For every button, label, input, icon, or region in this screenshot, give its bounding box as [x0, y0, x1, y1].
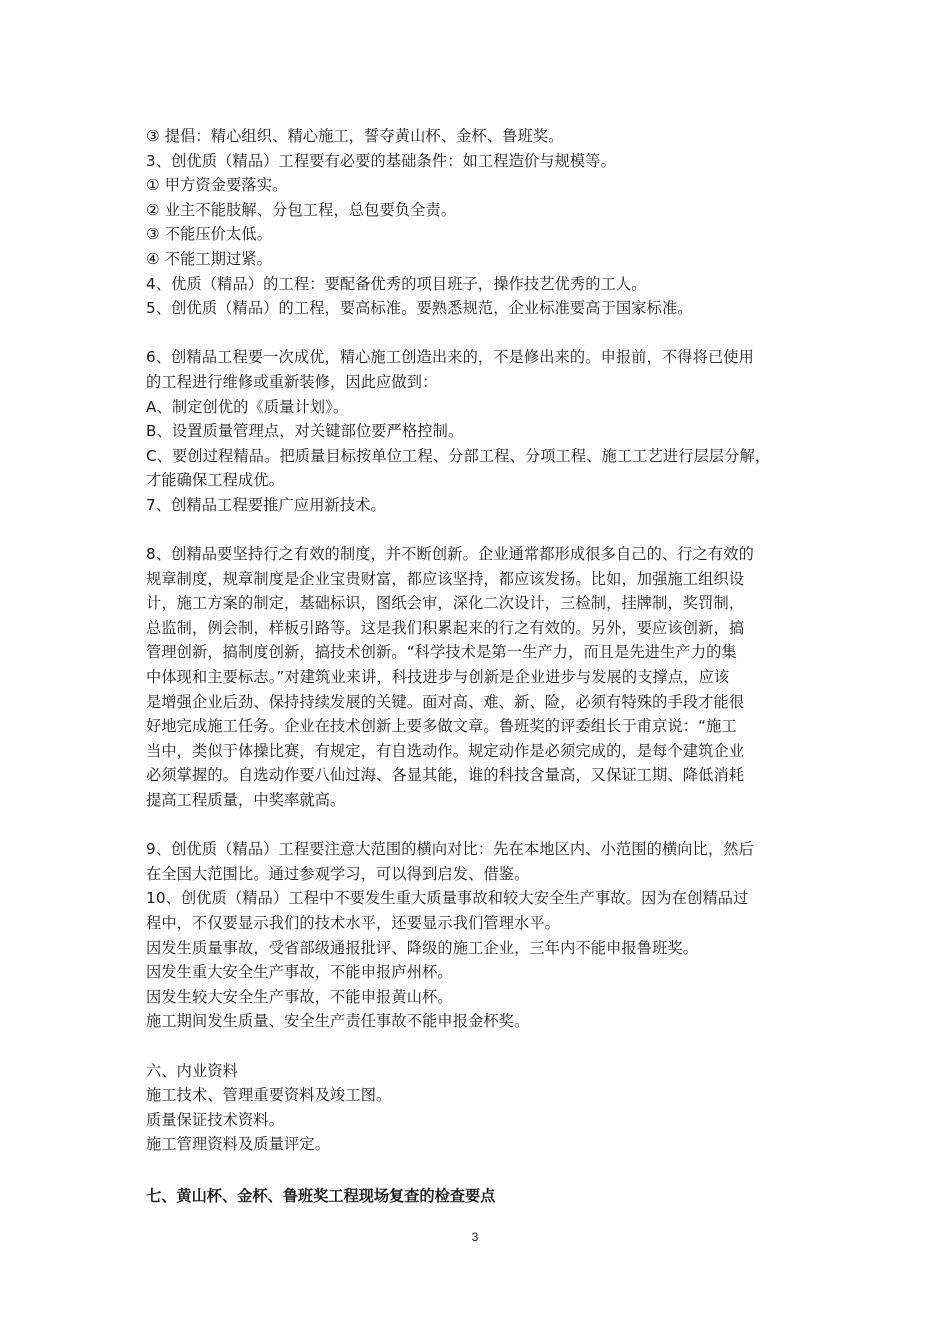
text-line: 总监制，例会制，样板引路等。这是我们积累起来的行之有效的。另外，要应该创新，搞 [146, 618, 745, 637]
text-line: 提高工程质量，中奖率就高。 [146, 791, 346, 810]
text-line: 是增强企业后劲、保持持续发展的关键。面对高、难、新、险，必须有特殊的手段才能很 [146, 692, 745, 711]
text-line: 因发生较大安全生产事故，不能申报黄山杯。 [146, 987, 453, 1006]
paragraph-gap [146, 321, 810, 346]
text-line: 3、创优质（精品）工程要有必要的基础条件：如工程造价与规模等。 [146, 151, 616, 170]
text-line: ④ 不能工期过紧。 [146, 249, 273, 268]
text-line: 在全国大范围比。通过参观学习，可以得到启发、借鉴。 [146, 864, 530, 883]
text-line: 9、创优质（精品）工程要注意大范围的横向对比：先在本地区内、小范围的横向比，然后 [146, 840, 754, 859]
paragraph-gap [146, 813, 810, 838]
text-line: A、制定创优的《质量计划》。 [146, 397, 349, 416]
text-line: 施工技术、管理重要资料及竣工图。 [146, 1086, 392, 1105]
block-items-9-10 [146, 837, 810, 1034]
paragraph-gap [146, 1157, 810, 1182]
text-line: C、要创过程精品。把质量目标按单位工程、分部工程、分项工程、施工工艺进行层层分解， [146, 446, 771, 465]
text-line: 规章制度，规章制度是企业宝贵财富，都应该坚持，都应该发扬。比如，加强施工组织设 [146, 569, 745, 588]
text-line: ② 业主不能肢解、分包工程，总包要负全责。 [146, 200, 457, 219]
text-line: 程中，不仅要显示我们的技术水平，还要显示我们管理水平。 [146, 914, 561, 932]
text-line: 4、优质（精品）的工程：要配备优秀的项目班子，操作技艺优秀的工人。 [146, 274, 647, 293]
text-line: 施工管理资料及质量评定。 [146, 1135, 331, 1154]
block-item-6-7 [146, 345, 810, 517]
text-line: 因发生质量事故，受省部级通报批评、降级的施工企业，三年内不能申报鲁班奖。 [146, 938, 699, 957]
text-line: 施工期间发生质量、安全生产责任事故不能申报金杯奖。 [146, 1012, 530, 1031]
text-line: 10、创优质（精品）工程中不要发生重大质量事故和较大安全生产事故。因为在创精品过 [146, 889, 749, 908]
text-line: 6、创精品工程要一次成优，精心施工创造出来的，不是修出来的。申报前，不得将已使用 [146, 348, 754, 367]
text-line: ③ 提倡：精心组织、精心施工，誓夺黄山杯、金杯、鲁班奖。 [146, 127, 564, 145]
text-line: 必须掌握的。自选动作要八仙过海、各显其能，谁的科技含量高，又保证工期、降低消耗 [146, 766, 745, 785]
text-line: 5、创优质（精品）的工程，要高标准。要熟悉规范，企业标准要高于国家标准。 [146, 299, 693, 318]
block-items-1-5 [146, 124, 810, 321]
text-line: ① 甲方资金要落实。 [146, 176, 288, 195]
block-item-8 [146, 542, 810, 813]
text-line: 管理创新，搞制度创新，搞技术创新。“科学技术是第一生产力，而且是先进生产力的集 [146, 643, 737, 662]
text-line: ③ 不能压价太低。 [146, 225, 273, 244]
text-line: 质量保证技术资料。 [146, 1110, 285, 1129]
text-line: 因发生重大安全生产事故，不能申报庐州杯。 [146, 963, 453, 982]
section-title: 六、内业资料 [146, 1061, 239, 1080]
text-line: 7、创精品工程要推广应用新技术。 [146, 495, 386, 514]
paragraph-gap [146, 518, 810, 543]
text-line: B、设置质量管理点，对关键部位要严格控制。 [146, 422, 464, 441]
section-heading: 七、黄山杯、金杯、鲁班奖工程现场复查的检查要点 [146, 1186, 496, 1205]
text-line: 中体现和主要标志。”对建筑业来讲，科技进步与创新是企业进步与发展的支撑点，应该 [146, 668, 730, 687]
text-line: 当中，类似于体操比赛，有规定，有自选动作。规定动作是必须完成的，是每个建筑企业 [146, 741, 745, 760]
text-line: 好地完成施工任务。企业在技术创新上要多做文章。鲁班奖的评委组长于甫京说：“施工 [146, 717, 737, 736]
page-number: 3 [471, 1230, 479, 1244]
paragraph-gap [146, 1034, 810, 1059]
text-line: 计，施工方案的制定，基础标识，图纸会审，深化二次设计，三检制，挂牌制，奖罚制， [146, 594, 745, 613]
document-body [146, 124, 810, 1208]
text-line: 的工程进行维修或重新装修，因此应做到： [146, 372, 438, 391]
text-line: 才能确保工程成优。 [146, 471, 285, 490]
text-line: 8、创精品要坚持行之有效的制度，并不断创新。企业通常都形成很多自己的、行之有效的 [146, 545, 754, 564]
section-internal-documents [146, 1059, 810, 1157]
